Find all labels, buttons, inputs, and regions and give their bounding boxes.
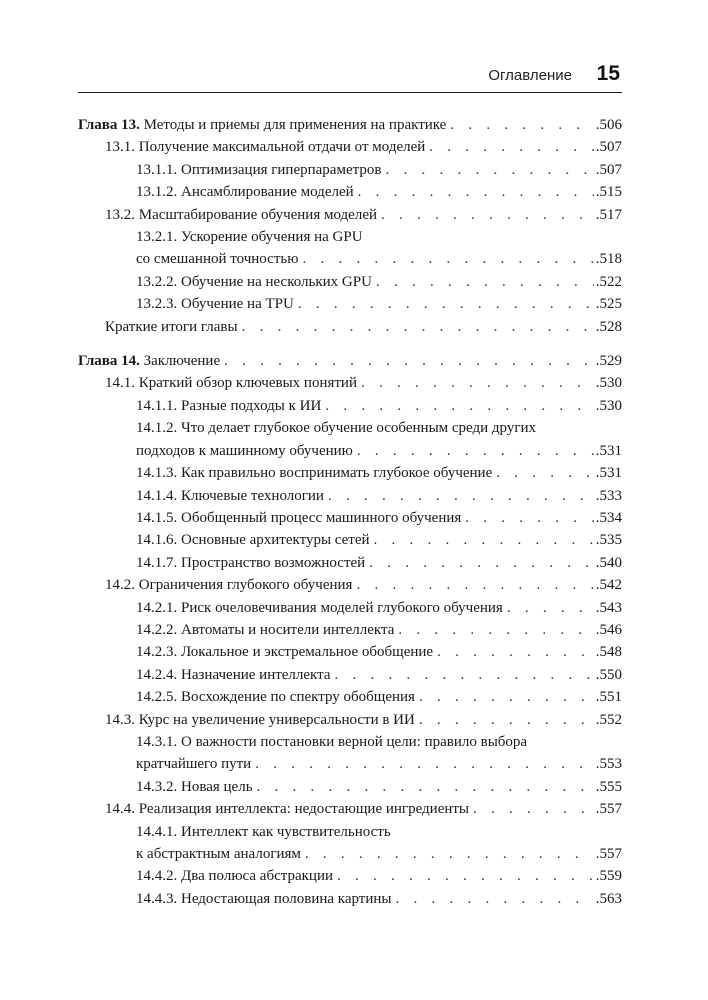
dot-leader: [356, 574, 593, 596]
page-ref: .552: [595, 711, 622, 728]
subsection-title: 14.3.2. Новая цель: [136, 778, 253, 795]
toc-subsection-14-2-2[interactable]: [78, 619, 622, 641]
toc-subsection-14-1-4[interactable]: [78, 485, 622, 507]
subsection-title-cont: кратчайшего пути: [136, 756, 252, 773]
page-ref: .522: [595, 273, 622, 290]
page-ref: .534: [595, 509, 622, 526]
dot-leader: [302, 248, 593, 270]
section-title: Краткие итоги главы: [105, 318, 238, 335]
toc-section-13-1[interactable]: [78, 136, 622, 158]
chapter-label: Глава 14.: [78, 353, 140, 370]
toc-subsection-13-2-3[interactable]: [78, 293, 622, 315]
section-title: 14.1. Краткий обзор ключевых понятий: [105, 375, 357, 392]
dot-leader: [298, 293, 594, 315]
toc-section-14-4[interactable]: [78, 798, 622, 820]
subsection-title: 14.4.2. Два полюса абстракции: [136, 868, 334, 885]
page-ref: .542: [595, 577, 622, 594]
subsection-title-cont: со смешанной точностью: [136, 251, 299, 268]
page-ref: .551: [595, 689, 622, 706]
subsection-title-cont: к абстрактным аналогиям: [136, 846, 301, 862]
toc-subsection-13-2-2[interactable]: [78, 271, 622, 293]
dot-leader: [242, 316, 594, 338]
page-ref: .530: [595, 397, 622, 414]
dot-leader: [335, 664, 594, 686]
chapter-label: Глава 13.: [78, 117, 140, 133]
chapter-title: Методы и приемы для применения на практике: [143, 117, 447, 133]
dot-leader: [305, 843, 594, 865]
dot-leader: [395, 888, 593, 910]
dot-leader: [429, 136, 593, 158]
toc-subsection-14-1-1[interactable]: [78, 395, 622, 417]
subsection-title: 13.1.2. Ансамблирование моделей: [136, 184, 354, 201]
toc-section-14-3[interactable]: [78, 709, 622, 731]
toc-subsection-14-2-3[interactable]: [78, 641, 622, 663]
chapter-title: Заключение: [143, 353, 221, 370]
page-ref: .507: [595, 139, 622, 156]
subsection-title: 14.1.6. Основные архитектуры сетей: [136, 532, 370, 549]
toc-subsection-13-1-2[interactable]: [78, 181, 622, 203]
page-ref: .557: [595, 801, 622, 818]
toc-subsection-14-3-1[interactable]: [78, 753, 622, 775]
toc-summary-13[interactable]: [78, 316, 622, 338]
header-title: Оглавление: [488, 67, 572, 84]
page-ref: .540: [595, 554, 622, 571]
page-ref: .507: [595, 161, 622, 178]
subsection-title: 14.2.4. Назначение интеллекта: [136, 666, 331, 683]
section-title: 13.1. Получение максимальной отдачи от моделей: [105, 139, 426, 156]
dot-leader: [496, 462, 594, 484]
dot-leader: [473, 798, 594, 820]
toc-subsection-13-2-1[interactable]: [78, 248, 622, 270]
table-of-contents: [78, 114, 622, 910]
subsection-title: 14.1.1. Разные подходы к ИИ: [136, 397, 322, 414]
subsection-title-cont: подходов к машинному обучению: [136, 442, 353, 459]
page-ref: .553: [595, 756, 622, 773]
subsection-title: 13.1.1. Оптимизация гиперпараметров: [136, 161, 382, 178]
page-ref: .546: [595, 621, 622, 638]
dot-leader: [450, 114, 593, 136]
dot-leader: [381, 204, 594, 226]
subsection-title: 14.2.5. Восхождение по спектру обобщения: [136, 689, 415, 706]
toc-subsection-14-1-5[interactable]: [78, 507, 622, 529]
dot-leader: [224, 350, 594, 372]
section-title: 14.3. Курс на увеличение универсальности в ИИ: [105, 711, 415, 728]
subsection-title: 14.1.3. Как правильно воспринимать глубокое обучение: [136, 465, 493, 482]
dot-leader: [398, 619, 593, 641]
dot-leader: [328, 485, 594, 507]
page-ref: .518: [595, 251, 622, 268]
toc-section-14-2[interactable]: [78, 574, 622, 596]
page-ref: .525: [595, 296, 622, 313]
page-ref: .528: [595, 318, 622, 335]
page-ref: .557: [595, 846, 622, 862]
toc-section-13-2[interactable]: [78, 204, 622, 226]
page-ref: .535: [595, 532, 622, 549]
dot-leader: [507, 597, 594, 619]
dot-leader: [465, 507, 593, 529]
toc-subsection-14-1-3[interactable]: [78, 462, 622, 484]
toc-subsection-14-1-2[interactable]: [78, 440, 622, 462]
running-header: [78, 62, 622, 93]
toc-subsection-14-2-1[interactable]: [78, 597, 622, 619]
toc-subsection-13-2-1-line1[interactable]: 13.2.1. Ускорение обучения на GPU: [136, 229, 363, 246]
toc-subsection-14-4-1[interactable]: [78, 843, 622, 865]
toc-subsection-14-4-2[interactable]: [78, 865, 622, 887]
dot-leader: [325, 395, 593, 417]
toc-subsection-14-4-3[interactable]: [78, 888, 622, 910]
page-ref: .548: [595, 644, 622, 661]
toc-subsection-13-1-1[interactable]: [78, 159, 622, 181]
dot-leader: [369, 552, 594, 574]
dot-leader: [358, 181, 594, 203]
subsection-title: 14.2.3. Локальное и экстремальное обобщение: [136, 644, 434, 661]
page-ref: .517: [595, 206, 622, 223]
dot-leader: [419, 709, 594, 731]
page-ref: .515: [595, 184, 622, 201]
dot-leader: [374, 529, 594, 551]
section-title: 14.4. Реализация интеллекта: недостающие ингредиенты: [105, 801, 470, 818]
page-ref: .533: [595, 487, 622, 504]
section-title: 14.2. Ограничения глубокого обучения: [105, 577, 353, 594]
dot-leader: [357, 440, 594, 462]
dot-leader: [255, 753, 594, 775]
dot-leader: [419, 686, 594, 708]
toc-subsection-14-1-7[interactable]: [78, 552, 622, 574]
dot-leader: [437, 641, 594, 663]
toc-chapter-14[interactable]: [78, 350, 622, 372]
dot-leader: [376, 271, 594, 293]
toc-subsection-14-1-2-line1[interactable]: 14.1.2. Что делает глубокое обучение особенным среди других: [136, 420, 537, 437]
dot-leader: [385, 159, 593, 181]
page-ref: .550: [595, 666, 622, 683]
toc-subsection-14-2-5[interactable]: [78, 686, 622, 708]
page-ref: .529: [595, 353, 622, 370]
page-ref: .531: [595, 442, 622, 459]
page-ref: .506: [595, 117, 622, 133]
subsection-title: 13.2.3. Обучение на TPU: [136, 296, 294, 313]
subsection-title: 14.2.1. Риск очеловечивания моделей глубокого обучения: [136, 599, 503, 616]
page-ref: .543: [595, 599, 622, 616]
toc-subsection-14-4-1-line1[interactable]: 14.4.1. Интеллект как чувствительность: [136, 823, 391, 840]
subsection-title: 13.2.2. Обучение на нескольких GPU: [136, 273, 372, 290]
dot-leader: [337, 865, 594, 887]
subsection-title: 14.2.2. Автоматы и носители интеллекта: [136, 621, 395, 638]
toc-section-14-1[interactable]: [78, 372, 622, 394]
section-title: 13.2. Масштабирование обучения моделей: [105, 206, 377, 223]
toc-subsection-14-3-1-line1[interactable]: 14.3.1. О важности постановки верной цели: правило выбора: [136, 733, 528, 750]
page-ref: .531: [595, 465, 622, 482]
toc-chapter-13[interactable]: [78, 114, 622, 136]
subsection-title: 14.1.4. Ключевые технологии: [136, 487, 324, 504]
subsection-title: 14.1.7. Пространство возможностей: [136, 554, 366, 571]
page-ref: .559: [595, 868, 622, 885]
page-ref: .563: [595, 890, 622, 907]
toc-subsection-14-2-4[interactable]: [78, 664, 622, 686]
toc-subsection-14-1-6[interactable]: [78, 529, 622, 551]
subsection-title: 14.4.3. Недостающая половина картины: [136, 890, 392, 907]
header-page-number: 15: [596, 62, 620, 85]
page-ref: .555: [595, 778, 622, 795]
dot-leader: [361, 372, 594, 394]
subsection-title: 14.1.5. Обобщенный процесс машинного обучения: [136, 509, 462, 526]
toc-subsection-14-3-2[interactable]: [78, 776, 622, 798]
page-ref: .530: [595, 375, 622, 392]
dot-leader: [257, 776, 594, 798]
